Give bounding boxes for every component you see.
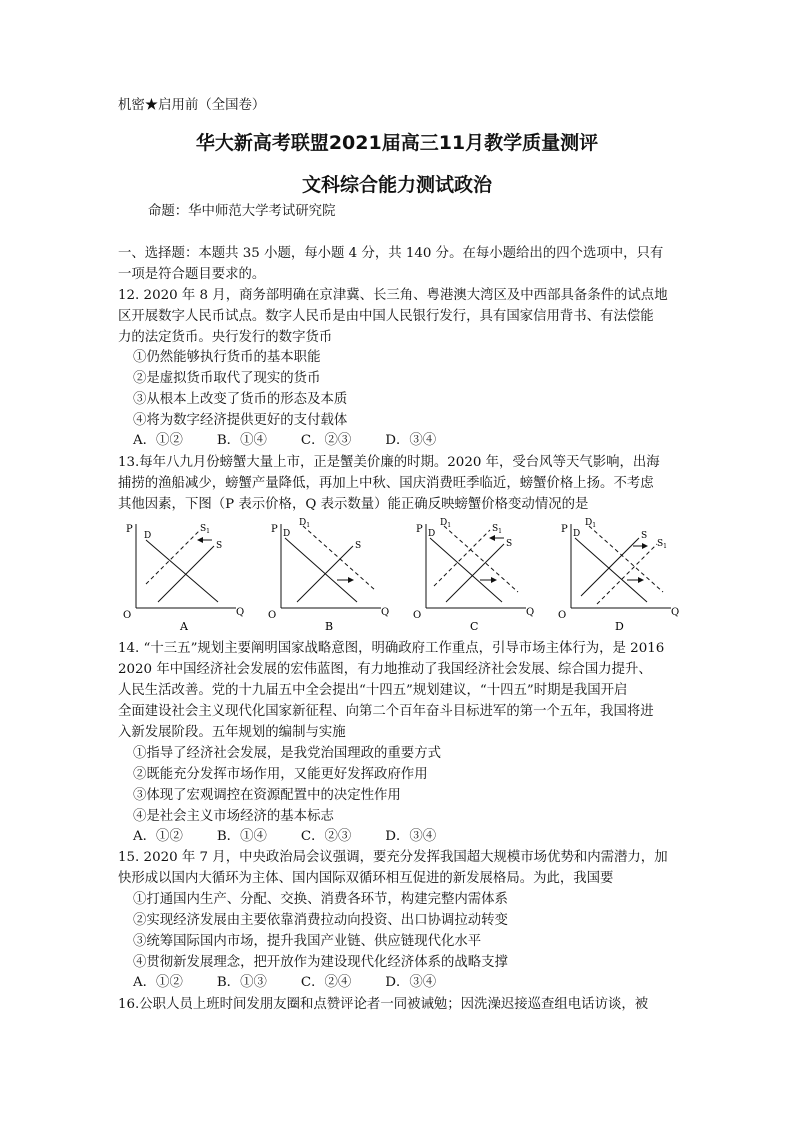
origin: O (558, 610, 567, 621)
axis-q: Q (526, 607, 535, 618)
supply-curve (158, 546, 214, 602)
q12-line: 力的法定货币。央行发行的数字货币 (118, 330, 333, 345)
choice-a[interactable]: A．①② (133, 433, 183, 448)
q14-line: 14. “十三五”规划主要阐明国家战略意图，明确政府工作重点，引导市场主体行为，是 2016 (118, 641, 665, 656)
q14-line: 入新发展阶段。五年规划的编制与实施 (118, 725, 346, 740)
supply-curve (297, 546, 353, 602)
axis-q: Q (236, 607, 245, 618)
q12-option: ②是虚拟货币取代了现实的货币 (133, 371, 321, 386)
exam-subtitle: 文科综合能力测试政治 (301, 174, 492, 196)
choice-b[interactable]: B．①④ (216, 829, 267, 844)
axis-p: P (561, 524, 568, 535)
q12-option: ③从根本上改变了货币的形态及本质 (133, 392, 348, 407)
origin: O (413, 610, 422, 621)
label-d: D (428, 529, 436, 539)
q12-line: 12. 2020 年 8 月，商务部明确在京津冀、长三角、粤港澳大湾区及中西部具备条件的试点地 (118, 288, 668, 303)
q13-line: 13.每年八九月份螃蟹大量上市，正是蟹美价廉的时期。2020 年，受台风等天气影响，出海 (118, 455, 660, 470)
q14-option: ④是社会主义市场经济的基本标志 (133, 809, 334, 824)
label-d1: $D_1$ (299, 518, 311, 529)
q14-option: ③体现了宏观调控在资源配置中的决定性作用 (133, 788, 401, 803)
label-s: S (641, 531, 648, 541)
q13-line: 其他因素，下图（P 表示价格，Q 表示数量）能正确反映螃蟹价格变动情况的是 (118, 497, 589, 512)
q15-choices (133, 973, 470, 993)
chart-label-a: A (180, 620, 188, 633)
choice-c[interactable]: C．②③ (300, 433, 352, 448)
label-s1: $S_1$ (492, 524, 502, 535)
label-d: D (283, 529, 291, 539)
section-heading-line2: 一项是符合题目要求的。 (118, 267, 266, 282)
label-s1: $S_1$ (657, 539, 667, 550)
label-d1: $D_1$ (440, 518, 452, 529)
choice-d[interactable]: D．③④ (385, 975, 437, 990)
axis-p: P (126, 524, 133, 535)
supply-curve-shifted (434, 530, 490, 586)
q12-choices (133, 431, 470, 451)
q14-line: 人民生活改善。党的十九届五中全会提出“十四五”规划建议，“十四五”时期是我国开启 (118, 683, 628, 698)
supply-curve (446, 544, 504, 602)
choice-c[interactable]: C．②③ (300, 829, 352, 844)
label-s: S (506, 539, 513, 549)
q12-line: 区开展数字人民币试点。数字人民币是由中国人民银行发行，具有国家信用背书、有法偿能 (118, 309, 654, 324)
axis-q: Q (381, 607, 390, 618)
choice-b[interactable]: B．①④ (216, 433, 267, 448)
label-d: D (573, 529, 581, 539)
demand-curve (285, 538, 357, 602)
label-s: S (216, 541, 223, 551)
q15-option: ③统筹国际国内市场，提升我国产业链、供应链现代化水平 (133, 934, 482, 949)
q13-line: 捕捞的渔船减少，螃蟹产量降低，再加上中秋、国庆消费旺季临近，螃蟹价格上扬。不考虑 (118, 476, 654, 491)
q15-line: 15. 2020 年 7 月，中央政治局会议强调，要充分发挥我国超大规模市场优势和内需潜力，加 (118, 850, 668, 865)
origin: O (268, 610, 277, 621)
choice-a[interactable]: A．①② (133, 975, 183, 990)
axis-p: P (416, 524, 423, 535)
q15-option: ②实现经济发展由主要依靠消费拉动向投资、出口协调拉动转变 (133, 913, 508, 928)
chart-c (413, 518, 534, 633)
demand-curve (430, 538, 502, 602)
origin: O (123, 610, 132, 621)
chart-label-d: D (615, 620, 624, 633)
q14-option: ①指导了经济社会发展，是我党治国理政的重要方式 (133, 746, 441, 761)
demand-curve-shifted (444, 526, 518, 592)
axis-p: P (271, 524, 278, 535)
chart-label-c: C (470, 620, 479, 633)
choice-d[interactable]: D．③④ (385, 829, 437, 844)
q16-line: 16.公职人员上班时间发朋友圈和点赞评论者一同被诫勉；因洗澡迟接巡查组电话访谈，被 (118, 997, 649, 1012)
chart-a (123, 524, 244, 633)
supply-demand-charts (118, 518, 678, 636)
label-d: D (144, 531, 152, 541)
chart-label-b: B (325, 620, 334, 633)
q15-line: 快形成以国内大循环为主体、国内国际双循环相互促进的新发展格局。为此，我国要 (118, 871, 614, 886)
supply-curve-shifted (146, 530, 200, 584)
q14-option: ②既能充分发挥市场作用，又能更好发挥政府作用 (133, 767, 428, 782)
label-s: S (355, 541, 362, 551)
section-heading-line1: 一、选择题：本题共 35 小题，每小题 4 分，共 140 分。在每小题给出的四个选项中，只有 (118, 246, 664, 261)
exam-title: 华大新高考联盟2021届高三11月教学质量测评 (195, 132, 599, 154)
q14-line: 全面建设社会主义现代化国家新征程、向第二个百年奋斗目标进军的第一个五年，我国将进 (118, 704, 654, 719)
chart-d (558, 518, 679, 633)
label-s1: $S_1$ (200, 524, 210, 535)
q14-line: 2020 年中国经济社会发展的宏伟蓝图，有力地推动了我国经济社会发展、综合国力提升、 (118, 662, 652, 677)
choice-c[interactable]: C．②④ (300, 975, 352, 990)
secret-label: 机密★启用前（全国卷） (118, 98, 266, 113)
axis-q: Q (671, 607, 680, 618)
supply-curve-shifted (597, 544, 657, 604)
exam-author: 命题：华中师范大学考试研究院 (148, 204, 336, 219)
label-d1: $D_1$ (585, 518, 597, 529)
q12-option: ④将为数字经济提供更好的支付载体 (133, 413, 348, 428)
chart-b (268, 518, 389, 633)
demand-curve (146, 540, 218, 602)
choice-b[interactable]: B．①③ (216, 975, 267, 990)
q15-option: ④贯彻新发展理念，把开放作为建设现代化经济体系的战略支撑 (133, 955, 508, 970)
demand-curve-shifted (589, 526, 663, 592)
q12-option: ①仍然能够执行货币的基本职能 (133, 350, 321, 365)
choice-d[interactable]: D．③④ (385, 433, 437, 448)
choice-a[interactable]: A．①② (133, 829, 183, 844)
q15-option: ①打通国内生产、分配、交换、消费各环节，构建完整内需体系 (133, 892, 508, 907)
demand-curve (575, 538, 647, 602)
q14-choices (133, 827, 470, 847)
